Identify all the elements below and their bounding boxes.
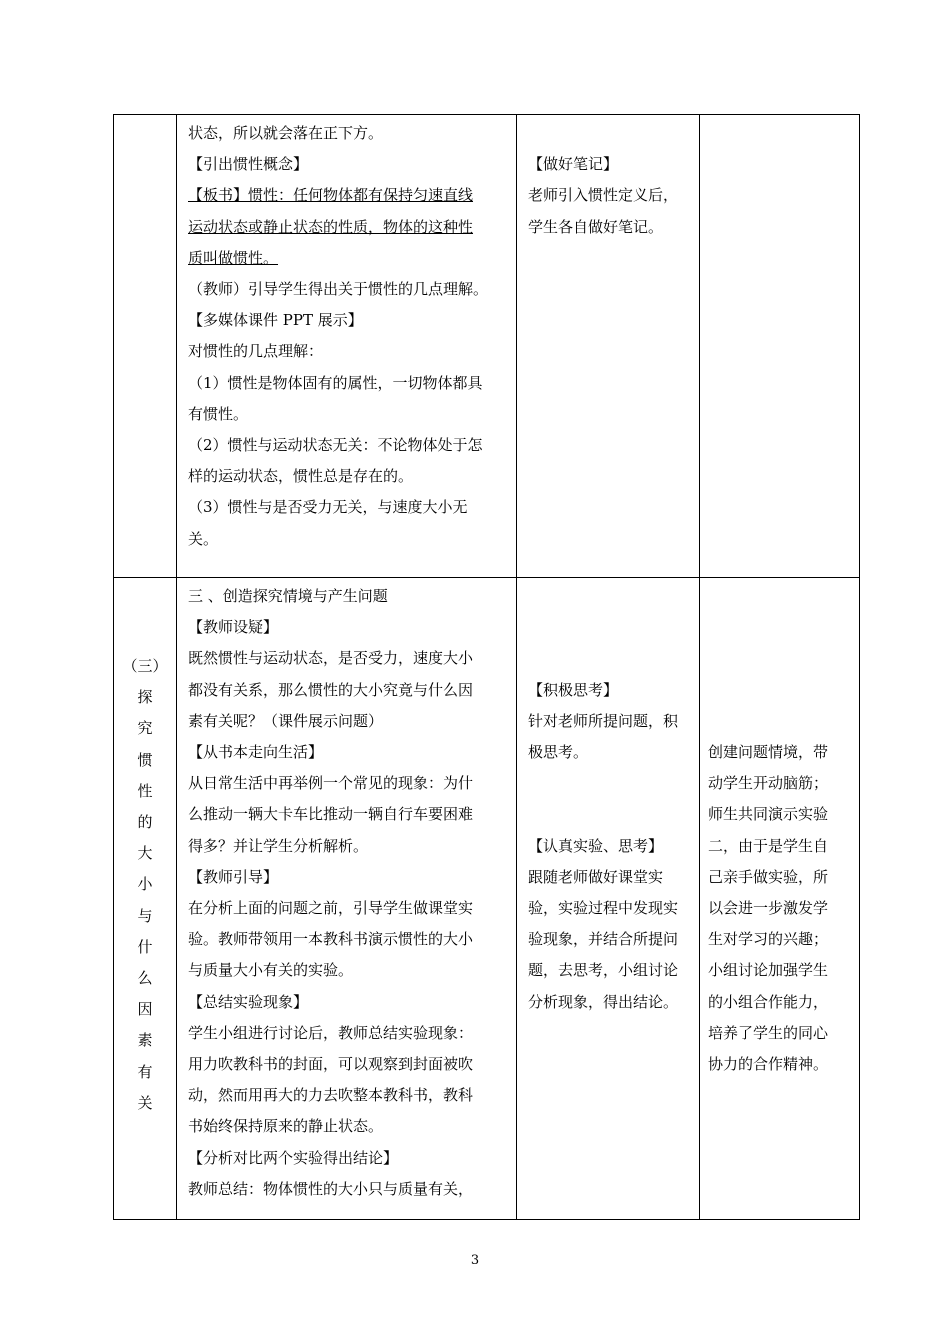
- text-line: （1）惯性是物体固有的属性，一切物体都具: [188, 373, 483, 392]
- text-line: 跟随老师做好课堂实: [528, 867, 664, 886]
- text-line: 都没有关系，那么惯性的大小究竟与什么因: [188, 680, 474, 699]
- text-line: （三）: [122, 657, 168, 675]
- text-line: 对惯性的几点理解：: [188, 342, 324, 361]
- text-line: 么: [137, 969, 153, 988]
- text-line: 关。: [188, 529, 219, 548]
- text-line: （教师）引导学生得出关于惯性的几点理解。: [188, 280, 489, 299]
- text-line: 【总结实验现象】: [188, 992, 309, 1011]
- text-line: 用力吹教科书的封面，可以观察到封面被吹: [188, 1055, 474, 1074]
- design-intent-cell-empty: [700, 115, 860, 578]
- text-line: 二，由于是学生自: [708, 836, 829, 855]
- text-line: 探: [137, 688, 153, 707]
- table-row: [114, 578, 860, 1220]
- text-line: [528, 612, 691, 643]
- text-line: （2）惯性与运动状态无关：不论物体处于怎: [188, 436, 483, 455]
- text-line: 究: [137, 719, 153, 738]
- text-line: 有惯性。: [188, 404, 249, 423]
- page-number: 3: [470, 1253, 480, 1268]
- stage-cell: [114, 578, 177, 1220]
- text-line: 有: [137, 1062, 153, 1081]
- text-line: [528, 799, 691, 830]
- text-line: [708, 612, 851, 643]
- text-line: 极思考。: [528, 743, 589, 762]
- text-line: 【多媒体课件 PPT 展示】: [188, 311, 363, 330]
- text-line: 么推动一辆大卡车比推动一辆自行车要困难: [188, 805, 474, 824]
- text-line: 小: [137, 875, 153, 894]
- text-line: [708, 581, 851, 612]
- text-line: 质叫做惯性。: [188, 248, 279, 267]
- text-line: 三 、创造探究情境与产生问题: [188, 587, 388, 605]
- table-row: [114, 115, 860, 578]
- text-line: 【教师设疑】: [188, 618, 279, 637]
- text-line: 验。教师带领用一本教科书演示惯性的大小: [188, 930, 474, 949]
- text-line: 学生小组进行讨论后，教师总结实验现象：: [188, 1023, 474, 1042]
- text-line: 【认真实验、思考】: [528, 836, 664, 855]
- stage-cell-empty: [114, 115, 177, 578]
- text-line: 从日常生活中再举例一个常见的现象：为什: [188, 774, 474, 793]
- text-line: 状态，所以就会落在正下方。: [188, 124, 384, 142]
- text-line: 什: [137, 937, 153, 956]
- text-line: 惯: [137, 750, 153, 769]
- text-line: 分析现象，得出结论。: [528, 992, 679, 1011]
- text-line: 验，实验过程中发现实: [528, 899, 679, 918]
- teacher-activity-cell: [177, 115, 517, 578]
- text-line: 的: [137, 813, 153, 832]
- text-line: 因: [137, 1000, 153, 1019]
- text-line: 性: [137, 781, 153, 800]
- text-line: 生对学习的兴趣；: [708, 930, 829, 949]
- text-line: 既然惯性与运动状态，是否受力，速度大小: [188, 649, 474, 668]
- text-line: 学生各自做好笔记。: [528, 217, 664, 236]
- text-line: 教师总结：物体惯性的大小只与质量有关，: [188, 1179, 474, 1198]
- text-line: 得多？并让学生分析解析。: [188, 836, 369, 855]
- text-line: [528, 581, 691, 612]
- text-line: [528, 768, 691, 799]
- text-line: 关: [137, 1093, 153, 1112]
- lesson-plan-table: [113, 114, 860, 1220]
- text-line: 验现象，并结合所提问: [528, 930, 679, 949]
- text-line: 协力的合作精神。: [708, 1055, 829, 1074]
- student-activity-cell: [517, 115, 700, 578]
- text-line: （3）惯性与是否受力无关，与速度大小无: [188, 498, 468, 517]
- text-line: 小组讨论加强学生: [708, 961, 829, 980]
- design-intent-cell: [700, 578, 860, 1220]
- text-line: 样的运动状态，惯性总是存在的。: [188, 467, 414, 486]
- text-line: 师生共同演示实验: [708, 805, 829, 824]
- text-line: 【做好笔记】: [528, 155, 619, 174]
- text-line: 针对老师所提问题，积: [528, 711, 679, 730]
- text-line: 老师引入惯性定义后，: [528, 186, 679, 205]
- text-line: [708, 675, 851, 706]
- teacher-activity-cell: [177, 578, 517, 1220]
- text-line: 以会进一步激发学: [708, 899, 829, 918]
- text-line: [708, 643, 851, 674]
- text-line: 与: [137, 906, 153, 925]
- student-activity-cell: [517, 578, 700, 1220]
- text-line: 己亲手做实验，所: [708, 867, 829, 886]
- text-line: 培养了学生的同心: [708, 1023, 829, 1042]
- text-line: 【引出惯性概念】: [188, 155, 309, 174]
- text-line: 运动状态或静止状态的性质，物体的这种性: [188, 217, 474, 236]
- text-line: [528, 643, 691, 674]
- text-line: 与质量大小有关的实验。: [188, 961, 354, 980]
- text-line: 【积极思考】: [528, 680, 619, 699]
- text-line: 在分析上面的问题之前，引导学生做课堂实: [188, 899, 474, 918]
- text-line: 大: [137, 844, 153, 863]
- text-line: 的小组合作能力，: [708, 992, 829, 1011]
- text-line: 【分析对比两个实验得出结论】: [188, 1148, 399, 1167]
- text-line: [708, 706, 851, 737]
- text-line: 【从书本走向生活】: [188, 743, 324, 762]
- text-line: 【板书】惯性：任何物体都有保持匀速直线: [188, 186, 474, 205]
- text-line: 动，然而用再大的力去吹整本教科书，教科: [188, 1086, 474, 1105]
- text-line: 素有关呢？（课件展示问题）: [188, 711, 384, 730]
- text-line: 题，去思考，小组讨论: [528, 961, 679, 980]
- text-line: 创建问题情境，带: [708, 743, 829, 762]
- text-line: 书始终保持原来的静止状态。: [188, 1117, 384, 1136]
- text-line: [528, 118, 691, 149]
- text-line: 【教师引导】: [188, 867, 279, 886]
- text-line: 素: [137, 1031, 153, 1050]
- text-line: 动学生开动脑筋；: [708, 774, 829, 793]
